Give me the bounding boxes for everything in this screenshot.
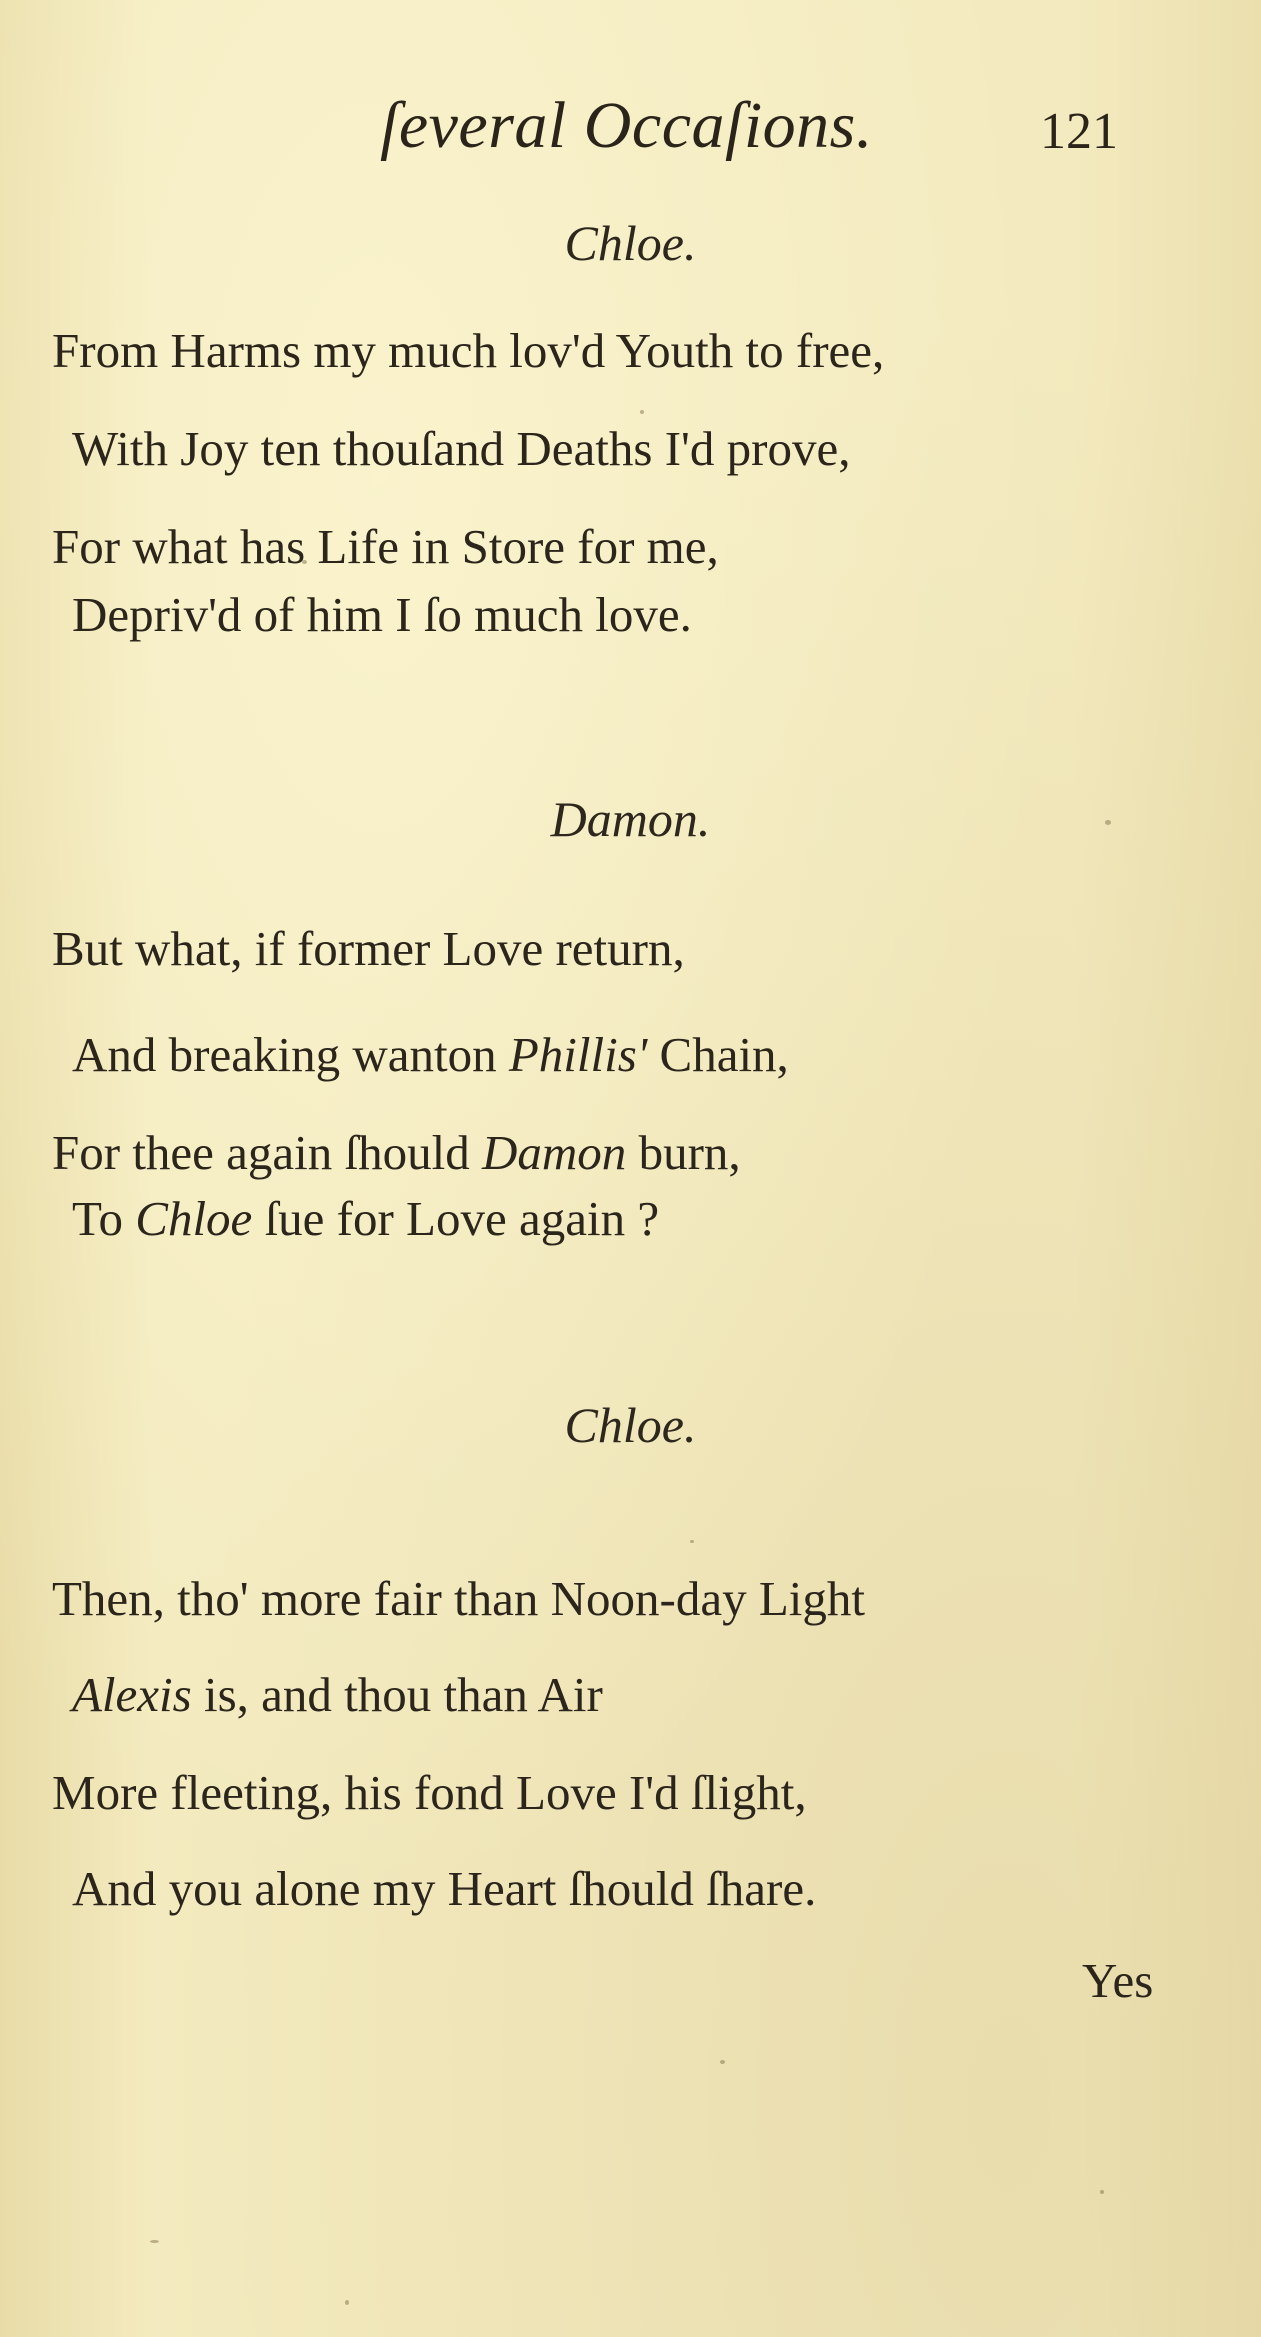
paper-speck [720, 2060, 725, 2064]
paper-speck [150, 2240, 159, 2243]
paper-speck [1105, 820, 1111, 825]
catchword: Yes [1082, 1953, 1154, 2008]
verse-line [72, 1026, 789, 1083]
page-number: 121 [1040, 103, 1118, 160]
verse-text: is, and thou than Air [191, 1667, 603, 1722]
verse-line: Depriv'd of him I ſo much love. [72, 587, 692, 642]
verse-text: burn, [626, 1125, 741, 1180]
verse-text: More fleeting, his fond Love I'd ſlight, [52, 1765, 807, 1820]
speaker-heading-chloe: Chloe. [564, 215, 697, 271]
paper-speck [1100, 2190, 1104, 2194]
verse-line: From Harms my much lov'd Youth to free, [52, 323, 885, 378]
paper-speck [302, 560, 307, 564]
verse-text: And you alone my Heart ſhould ſhare. [72, 1861, 817, 1916]
verse-text: And breaking wanton [72, 1027, 509, 1082]
paper-speck [640, 410, 644, 414]
paper-speck [345, 2300, 349, 2305]
verse-line [52, 1124, 741, 1181]
verse-line: With Joy ten thouſand Deaths I'd prove, [72, 421, 851, 476]
verse-line [52, 1570, 865, 1627]
speaker-heading-damon: Damon. [550, 791, 711, 847]
paper-speck [690, 1540, 694, 1543]
speaker-heading-chloe: Chloe. [564, 1397, 697, 1453]
running-title: ſeveral Occaſions. [380, 89, 873, 162]
verse-line [72, 1190, 659, 1247]
verse-line [52, 1764, 807, 1821]
verse-italic-name: Damon [482, 1125, 627, 1180]
verse-line [72, 1860, 816, 1917]
verse-italic-name: Chloe [135, 1191, 253, 1246]
verse-line: For what has Life in Store for me, [52, 519, 719, 574]
verse-text: For thee again ſhould [52, 1125, 483, 1180]
verse-text: Chain, [647, 1027, 789, 1082]
verse-text: Then, tho' more fair than Noon-day Light [52, 1571, 866, 1626]
verse-italic-name: Phillis' [508, 1027, 648, 1082]
verse-italic-name: Alexis [72, 1667, 192, 1722]
verse-text: But what, if former Love return, [52, 921, 685, 976]
verse-text: To [72, 1191, 136, 1246]
running-head [0, 58, 1261, 162]
verse-line [72, 1666, 603, 1723]
verse-text: ſue for Love again ? [252, 1191, 660, 1246]
verse-line [52, 920, 685, 977]
